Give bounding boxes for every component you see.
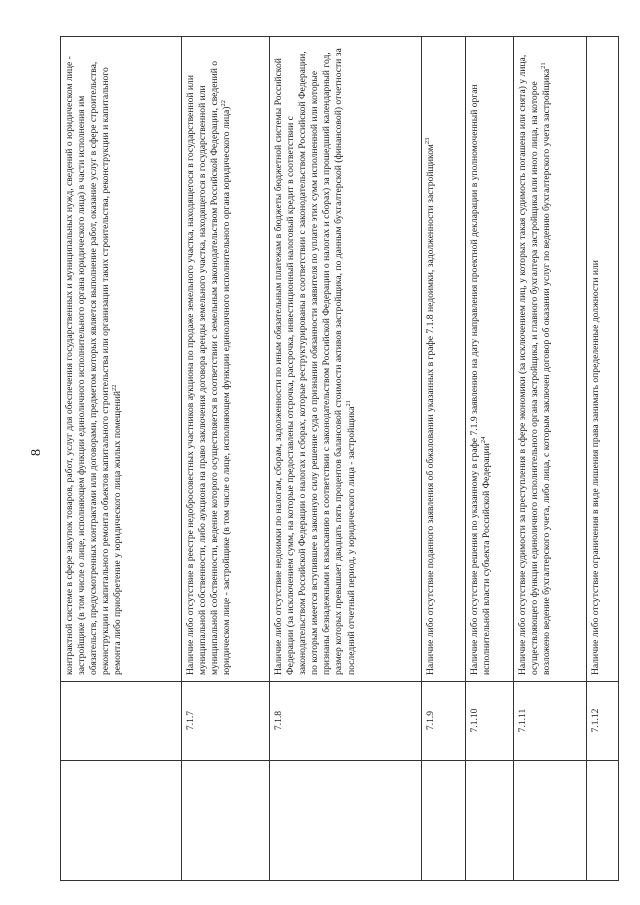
row-code: 7.1.8 <box>270 682 422 761</box>
table-row <box>182 37 270 881</box>
row-text-cell <box>587 37 619 682</box>
empty-cell <box>61 761 182 881</box>
empty-cell <box>270 761 422 881</box>
row-code: 7.1.9 <box>422 682 466 761</box>
row-text-cell <box>466 37 514 682</box>
row-code: 7.1.11 <box>514 682 587 761</box>
row-text-cell <box>514 37 587 682</box>
empty-cell <box>182 761 270 881</box>
footnote-ref: 22 <box>111 384 119 392</box>
row-text-cell <box>61 37 182 682</box>
footnote-ref: 21 <box>344 400 352 407</box>
row-text-cell <box>422 37 466 682</box>
footnote-ref: 22 <box>220 100 228 107</box>
empty-cell <box>514 761 587 881</box>
row-code <box>61 682 182 761</box>
row-text: Наличие либо отсутствие ограничения в виде лишения права занимать определенные должности или <box>590 260 601 675</box>
table-row <box>270 37 422 881</box>
footnote-ref: 23 <box>423 137 431 145</box>
declaration-table <box>60 36 619 881</box>
page-number: 8 <box>29 449 44 456</box>
row-code: 7.1.12 <box>587 682 619 761</box>
footnote-ref: 21 <box>540 62 547 69</box>
empty-cell <box>466 761 514 881</box>
table-row <box>466 37 514 881</box>
table-row <box>514 37 587 881</box>
row-text: Наличие либо отсутствие в реестре недобросовестных участников аукциона по продаже земельного участка, находящегося в государственной или муниципальной собственности, либо аукциона на право заключения договора аренды земельного участка, находящегося в государственной или муниципальной собственности, ведение которого осуществляется в соответствии с земельным законодательством Российской Федерации, сведений о юридическом лице - застройщике (в том числе о лице, исполняющем функции единоличного исполнительного органа юридического лица) <box>185 60 233 675</box>
empty-cell <box>587 761 619 881</box>
row-text-cell <box>182 37 270 682</box>
footnote-ref: 24 <box>479 436 487 444</box>
row-text: Наличие либо отсутствие поданного заявления об обжаловании указанных в графе 7.1.8 недоимки, задолженности застройщиком <box>425 144 436 675</box>
table-row <box>61 37 182 881</box>
empty-cell <box>422 761 466 881</box>
row-text-cell <box>270 37 422 682</box>
row-code: 7.1.7 <box>182 682 270 761</box>
row-text: Наличие либо отсутствие судимости за преступления в сфере экономики (за исключением лиц, у которых такая судимость погашена или снята) у лица, осуществляющего функции единоличного исполнительного органа застройщика, и главного бухгалтера застройщика или иного лица, на которое возложено ведение бухгалтерского учета, либо лица, с которым заключен договор об оказании услуг по ведению бухгалтерского учета застройщика <box>517 54 553 675</box>
row-text: Наличие либо отсутствие недоимки по налогам, сборам, задолженности по иным обязательным платежам в бюджеты бюджетной системы Российской Федерации (за исключением сумм, на которые предоставлены отсрочка, рассрочка, инвестиционный налоговый кредит в соответствии с законодательством Российской Федерации о налогах и сборах, которые реструктурированы в соответствии с законодательством Российской Федерации, по которым имеется вступившее в законную силу решение суда о признании обязанности заявителя по уплате этих сумм исполненной или которые признаны безнадежными к взысканию в соответствии с законодательством Российской Федерации о налогах и сборах) за прошедший календарный год, размер которых превышает двадцать пять процентов балансовой стоимости активов застройщика, по данным бухгалтерской (финансовой) отчетности за последний отчетный период, у юридического лица - застройщика <box>273 48 357 675</box>
row-text: Наличие либо отсутствие решения по указанному в графе 7.1.9 заявлению на дату направления проектной декларации в уполномоченный орган исполнительной власти субъекта Российской Федерации <box>469 84 493 675</box>
table-row <box>422 37 466 881</box>
table-row <box>587 37 619 881</box>
row-code: 7.1.10 <box>466 682 514 761</box>
row-text: контрактной системе в сфере закупок товаров, работ, услуг для обеспечения государственных и муниципальных нужд, сведений о юридическом лице - застройщике (в том числе о лице, исполняющем функции единоличного исполнительного органа юридического лица) в части исполнения им обязательств, предусмотренных контрактами или договорами, предметом которых является выполнение работ, оказание услуг в сфере строительства, реконструкции и капитального ремонта объектов капитального строительства или организации таких строительства, реконструкции и капитального ремонта либо приобретение у юридического лица жилых помещений <box>64 56 124 675</box>
